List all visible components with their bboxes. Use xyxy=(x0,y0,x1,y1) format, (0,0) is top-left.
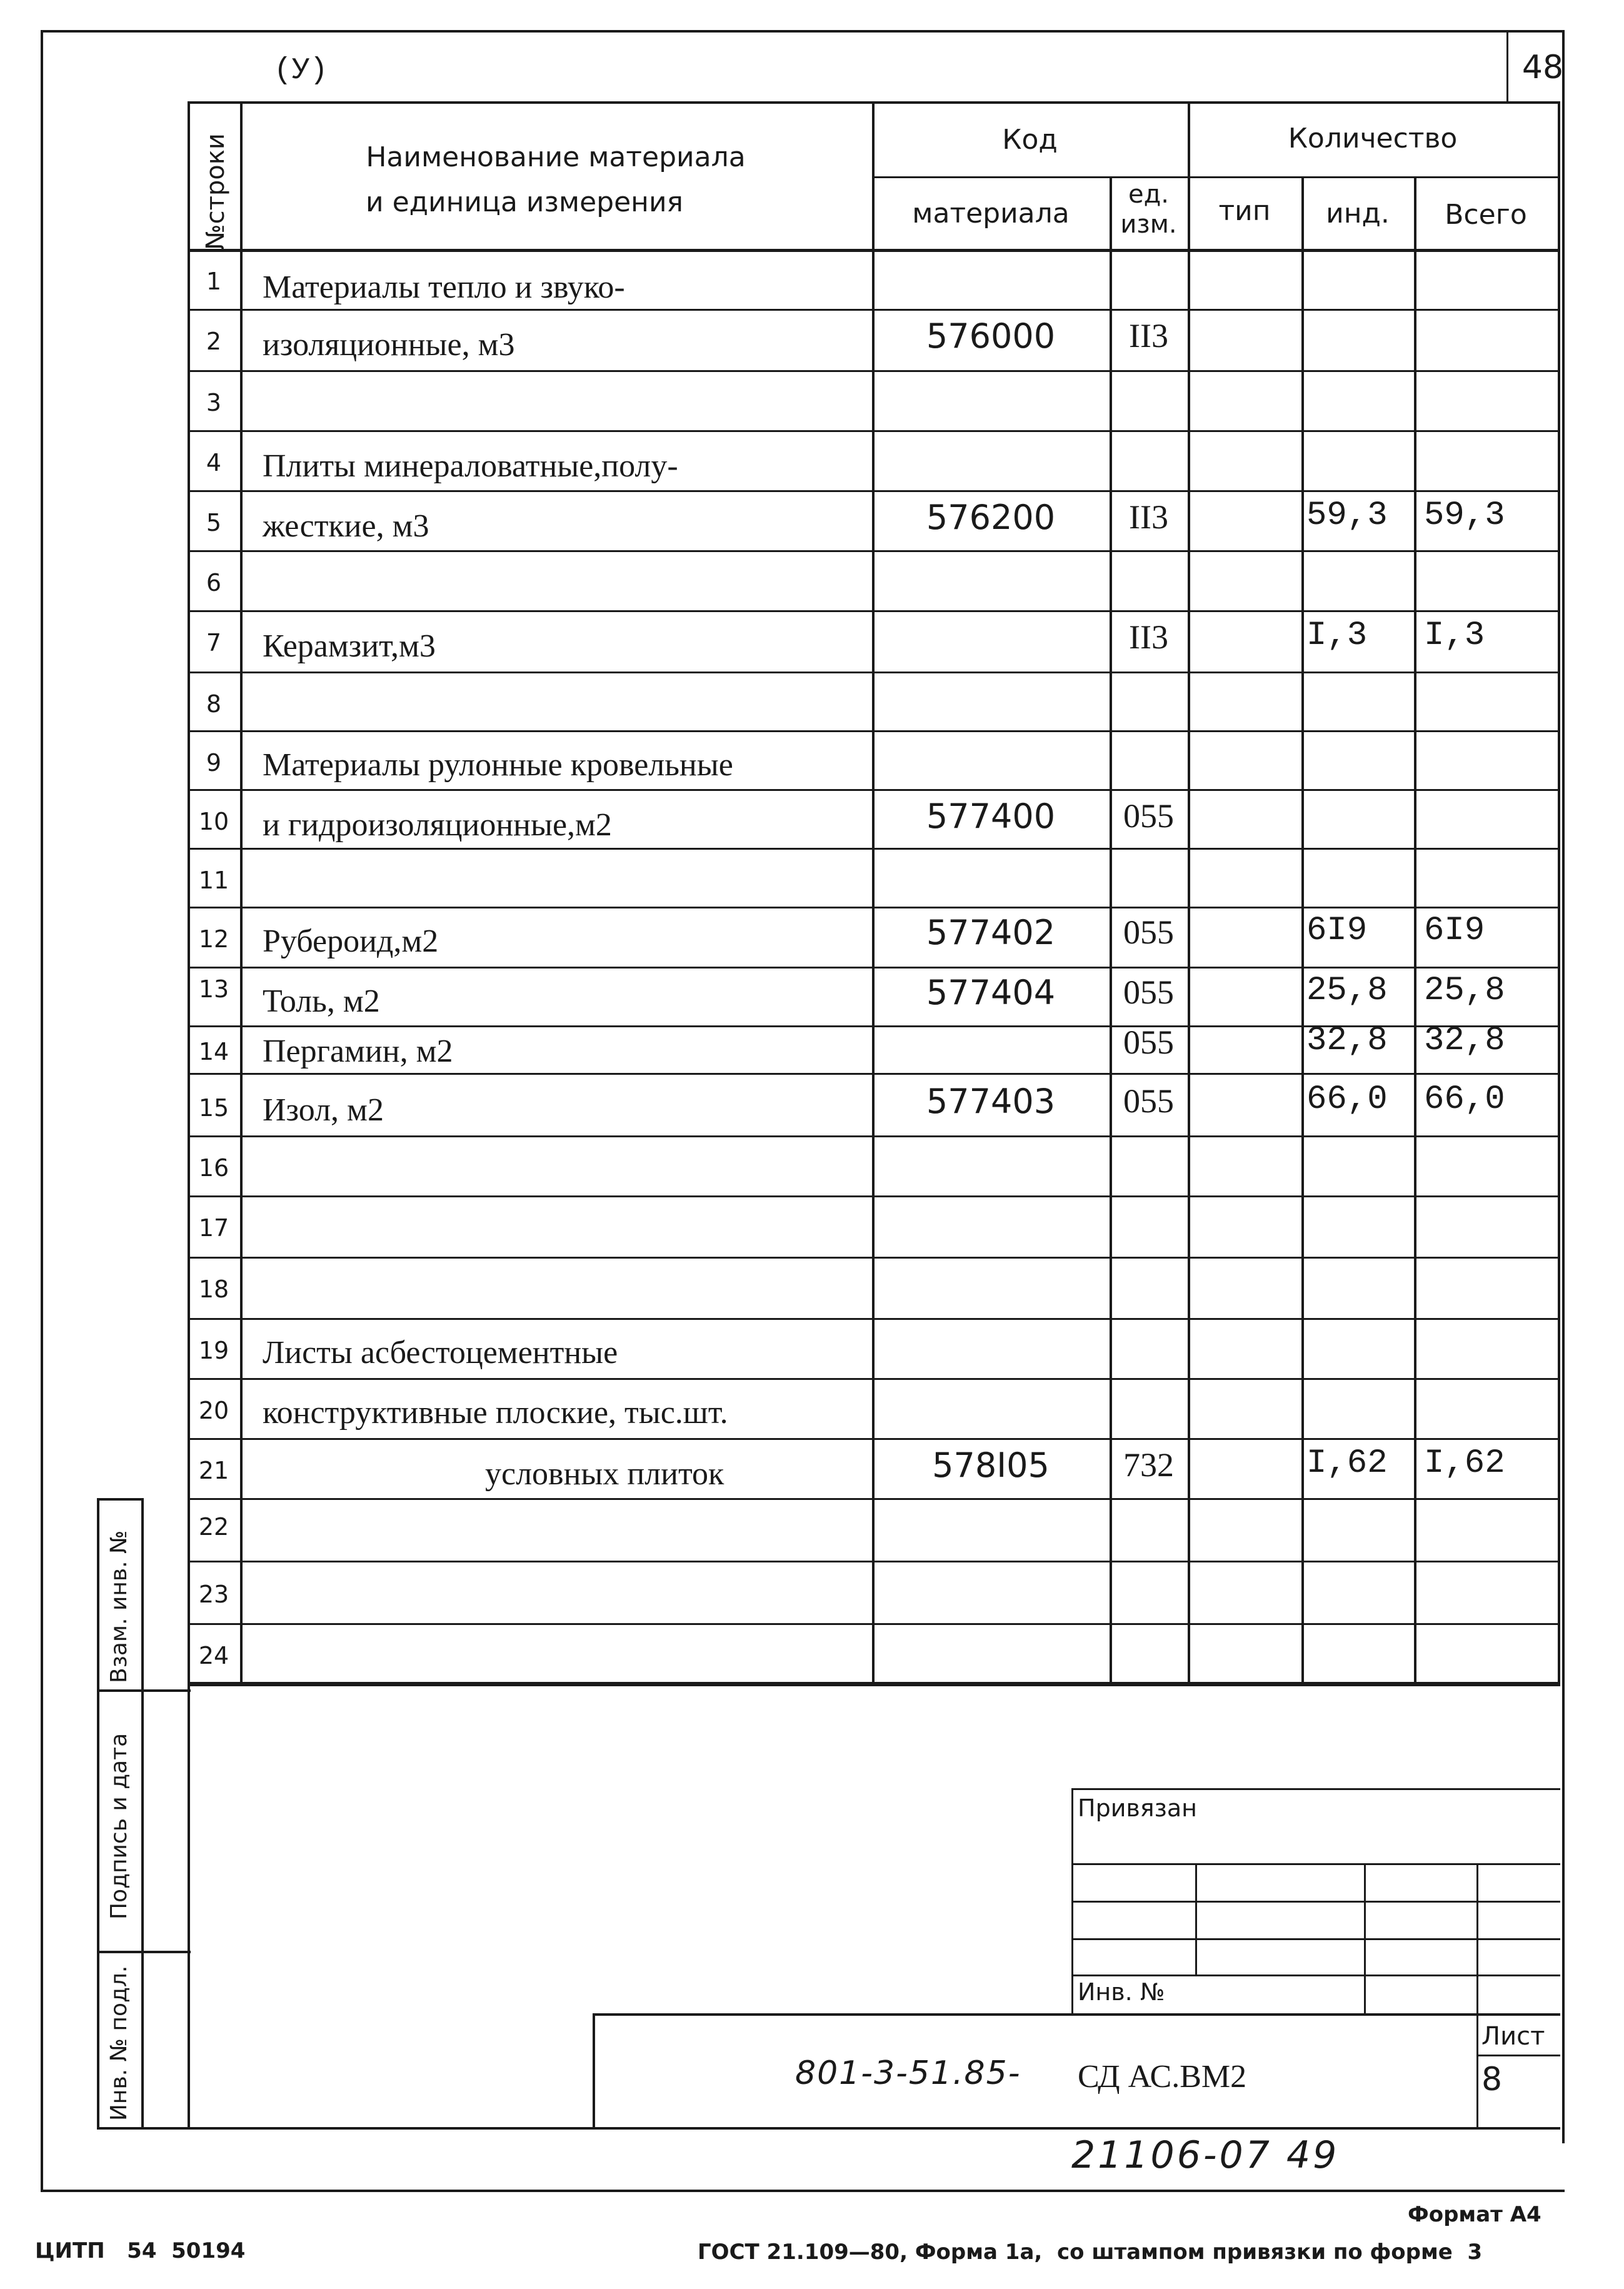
row-number: 11 xyxy=(198,867,229,894)
row-number: 3 xyxy=(206,389,222,416)
row-line-17 xyxy=(188,1257,1560,1259)
sheet-number: 48 xyxy=(1521,49,1564,86)
row-line-2 xyxy=(188,370,1560,372)
row-line-9 xyxy=(188,789,1560,791)
material-code: 576200 xyxy=(926,498,1056,537)
col-line-unit xyxy=(1188,101,1190,1684)
row-number: 24 xyxy=(198,1642,229,1669)
row-number: 20 xyxy=(198,1397,229,1424)
stamp-vline-1 xyxy=(1195,1863,1197,1976)
row-line-12 xyxy=(188,967,1560,968)
quantity-total: 59,3 xyxy=(1424,496,1505,535)
row-line-10 xyxy=(188,848,1560,850)
frame-left xyxy=(41,30,43,2192)
unit-code: 055 xyxy=(1123,973,1174,1011)
quantity-total: 32,8 xyxy=(1424,1022,1505,1060)
header-code: Код xyxy=(1002,124,1058,156)
material-name: Листы асбестоцементные xyxy=(263,1335,618,1371)
side-label-original-inv: Инв. № подл. xyxy=(106,1965,132,2121)
unit-code: 055 xyxy=(1123,797,1174,835)
row-line-16 xyxy=(188,1195,1560,1197)
row-line-7 xyxy=(188,672,1560,673)
row-number: 4 xyxy=(206,449,222,476)
row-line-18 xyxy=(188,1318,1560,1320)
row-line-4 xyxy=(188,490,1560,492)
stamp-line-3 xyxy=(1071,1938,1560,1940)
header-material: материала xyxy=(912,198,1070,229)
row-number: 12 xyxy=(198,925,229,953)
row-number: 18 xyxy=(198,1275,229,1303)
header-type: тип xyxy=(1218,195,1271,227)
note-mark: (У) xyxy=(274,54,328,88)
stamp-line-2 xyxy=(1071,1901,1560,1903)
header-ind: инд. xyxy=(1326,198,1390,229)
lower-area-top xyxy=(188,1682,1560,1684)
side-label-signature-date: Подпись и дата xyxy=(106,1733,132,1919)
row-line-3 xyxy=(188,430,1560,432)
header-unit-line1: ед. xyxy=(1128,180,1169,209)
row-line-22 xyxy=(188,1561,1560,1562)
quantity-total: I,62 xyxy=(1424,1444,1505,1482)
material-name: Материалы тепло и звуко- xyxy=(263,269,625,305)
row-number: 15 xyxy=(198,1094,229,1122)
row-number: 22 xyxy=(198,1513,229,1541)
row-number: 16 xyxy=(198,1154,229,1182)
row-line-1 xyxy=(188,309,1560,311)
material-code: 578I05 xyxy=(932,1446,1050,1485)
quantity-total: 66,0 xyxy=(1424,1080,1505,1119)
unit-code: 055 xyxy=(1123,1082,1174,1120)
quantity-ind: 59,3 xyxy=(1306,496,1388,535)
side-col-div1 xyxy=(97,1689,191,1692)
side-col-left xyxy=(97,1498,99,2130)
quantity-ind: 32,8 xyxy=(1306,1022,1388,1060)
header-row-number: №строки xyxy=(201,133,230,250)
material-name: Изол, м2 xyxy=(263,1092,384,1128)
row-line-21 xyxy=(188,1498,1560,1500)
material-name: Материалы рулонные кровельные xyxy=(263,747,733,783)
material-name: изоляционные, м3 xyxy=(263,327,515,363)
list-value: 8 xyxy=(1481,2061,1503,2098)
header-name-line1: Наименование материала xyxy=(366,141,746,173)
row-line-15 xyxy=(188,1135,1560,1137)
row-line-20 xyxy=(188,1438,1560,1440)
row-number: 8 xyxy=(206,690,222,718)
side-col-div2 xyxy=(97,1951,191,1953)
side-label-replacement-inv: Взам. инв. № xyxy=(106,1530,132,1683)
stamp-vline-2 xyxy=(1364,1863,1366,2015)
header-quantity: Количество xyxy=(1288,123,1458,154)
material-code: 577402 xyxy=(926,913,1056,952)
lower-area-bottom xyxy=(188,2127,1560,2130)
material-name: условных плиток xyxy=(485,1456,724,1492)
handwritten-archive-number: 21106-07 49 xyxy=(1071,2133,1340,2177)
format-label: Формат А4 xyxy=(1408,2202,1541,2227)
material-code: 576000 xyxy=(926,316,1056,356)
row-number: 19 xyxy=(198,1337,229,1364)
stamp-top xyxy=(1071,1788,1560,1790)
unit-code: II3 xyxy=(1129,317,1168,355)
quantity-total: 6I9 xyxy=(1424,912,1485,950)
material-code: 577403 xyxy=(926,1082,1056,1121)
unit-code: 732 xyxy=(1123,1446,1174,1484)
material-code: 577404 xyxy=(926,973,1056,1012)
title-block-left xyxy=(593,2013,595,2128)
unit-code: 055 xyxy=(1123,1024,1174,1061)
row-number: 13 xyxy=(198,975,229,1003)
quantity-ind: I,62 xyxy=(1306,1444,1388,1482)
lower-area-left xyxy=(188,1682,190,2130)
row-line-19 xyxy=(188,1378,1560,1380)
material-code: 577400 xyxy=(926,797,1056,836)
row-number: 5 xyxy=(206,509,222,536)
row-number: 17 xyxy=(198,1214,229,1242)
row-line-11 xyxy=(188,907,1560,908)
header-unit-line2: изм. xyxy=(1120,210,1177,239)
header-mid xyxy=(872,176,1560,178)
material-name: и гидроизоляционные,м2 xyxy=(263,807,612,843)
doc-code-typed: СД АС.ВМ2 xyxy=(1078,2059,1247,2095)
row-line-14 xyxy=(188,1073,1560,1075)
quantity-total: 25,8 xyxy=(1424,972,1505,1010)
quantity-ind: 66,0 xyxy=(1306,1080,1388,1119)
side-col-bottom xyxy=(97,2127,191,2130)
row-number: 14 xyxy=(198,1038,229,1065)
material-name: Пергамин, м2 xyxy=(263,1034,453,1069)
row-line-23 xyxy=(188,1623,1560,1625)
header-name-line2: и единица измерения xyxy=(365,186,684,218)
list-label: Лист xyxy=(1481,2022,1545,2051)
list-box-divider xyxy=(1476,2055,1560,2056)
side-col-top xyxy=(97,1498,144,1501)
row-line-6 xyxy=(188,610,1560,612)
list-box-left xyxy=(1476,2013,1478,2128)
material-name: конструктивные плоские, тыс.шт. xyxy=(263,1395,728,1431)
quantity-ind: 25,8 xyxy=(1306,972,1388,1010)
frame-top xyxy=(41,30,1565,33)
quantity-ind: 6I9 xyxy=(1306,912,1368,950)
unit-code: 055 xyxy=(1123,913,1174,951)
stamp-line-4 xyxy=(1071,1975,1560,1976)
row-number: 2 xyxy=(206,328,222,355)
material-name: Керамзит,м3 xyxy=(263,628,436,664)
col-line-rownum xyxy=(240,101,243,1684)
stamp-line-1 xyxy=(1071,1863,1560,1865)
row-number: 6 xyxy=(206,569,222,596)
doc-code-handwritten: 801-3-51.85- xyxy=(795,2055,1021,2092)
quantity-ind: I,3 xyxy=(1306,616,1368,655)
row-number: 1 xyxy=(206,268,222,295)
unit-code: II3 xyxy=(1129,618,1168,656)
row-number: 7 xyxy=(206,629,222,657)
stamp-inv-label: Инв. № xyxy=(1078,1978,1165,2006)
stamp-attached-label: Привязан xyxy=(1078,1794,1197,1822)
material-name: Рубероид,м2 xyxy=(263,923,439,959)
material-name: жесткие, м3 xyxy=(263,508,429,544)
row-line-8 xyxy=(188,730,1560,732)
header-total: Всего xyxy=(1445,199,1527,231)
row-line-5 xyxy=(188,550,1560,552)
footer-left: ЦИТП 54 50194 xyxy=(35,2238,246,2263)
row-number: 9 xyxy=(206,749,222,777)
row-number: 10 xyxy=(198,808,229,835)
title-block-top xyxy=(593,2013,1560,2016)
side-col-right xyxy=(141,1498,144,2130)
row-number: 21 xyxy=(198,1457,229,1484)
unit-code: II3 xyxy=(1129,498,1168,536)
material-name: Толь, м2 xyxy=(263,984,380,1019)
material-name: Плиты минераловатные,полу- xyxy=(263,448,678,484)
footer-gost: ГОСТ 21.109—80, Форма 1а, со штампом привязки по форме 3 xyxy=(698,2240,1483,2265)
row-number: 23 xyxy=(198,1581,229,1608)
frame-bottom xyxy=(41,2190,1565,2192)
quantity-total: I,3 xyxy=(1424,616,1485,655)
row-line-24 xyxy=(188,1684,1560,1686)
